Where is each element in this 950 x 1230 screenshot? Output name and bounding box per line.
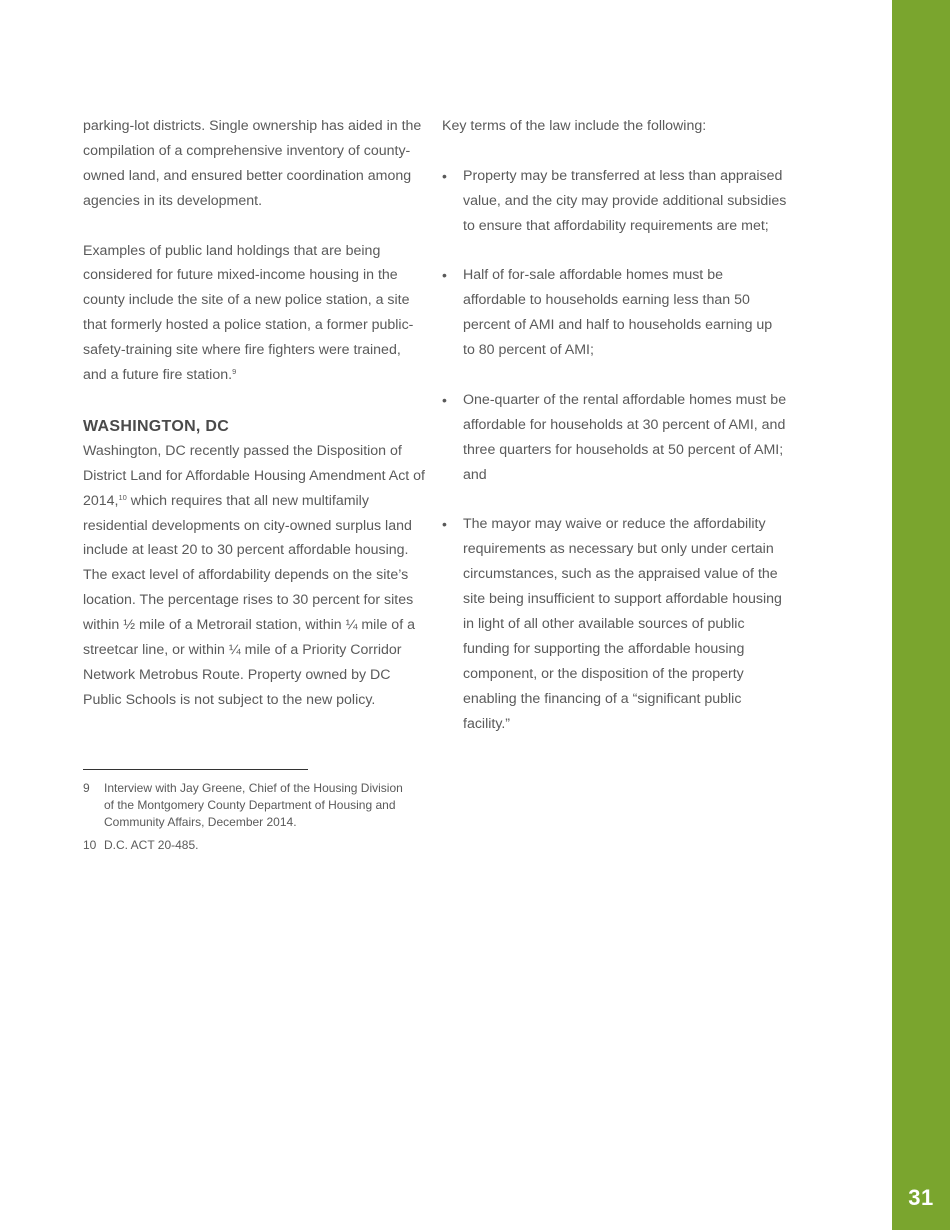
section-heading-washington-dc: WASHINGTON, DC (83, 417, 230, 435)
bullet-icon: • (442, 267, 447, 284)
footnote-ref-9[interactable]: 9 (232, 367, 237, 377)
footnote-number: 10 (83, 838, 97, 852)
paragraph-parking-lot: parking-lot districts. Single ownership has aided in the compilation of a comprehensive inventory of county-owned land, and ensured better coordination among agencies in its development. (83, 118, 422, 209)
list-item (442, 164, 787, 239)
footnote-text: Interview with Jay Greene, Chief of the Housing Division of the Montgomery County Department of Housing and Community Affairs, December 2014. (104, 781, 403, 829)
bullet-icon: • (442, 391, 447, 408)
footnote-ref-10[interactable]: 10 (118, 492, 127, 502)
key-terms-list (442, 164, 787, 737)
list-item (442, 512, 787, 736)
list-item-text: Property may be transferred at less than appraised value, and the city may provide additional subsidies to ensure that affordability requirements are met; (463, 167, 787, 234)
list-item-text: The mayor may waive or reduce the affordability requirements as necessary but only under certain circumstances, such as the appraised value of the site being insufficient to support affordable housing in light of all other available sources of public funding for supporting the affordable housing component, or the disposition of the property enabling the financing of a “significant public facility.” (463, 516, 782, 732)
paragraph-text: Examples of public land holdings that are being considered for future mixed-income housing in the county include the site of a new police station, a site that formerly hosted a police station, a former public-safety-training site where fire fighters were trained, and a future fire station. (83, 242, 414, 384)
footnote-9 (83, 780, 413, 831)
paragraph-text-b: which requires that all new multifamily residential developments on city-owned surplus land include at least 20 to 30 percent affordable housing. The exact level of affordability depends on the site’s location. The percentage rises to 30 percent for sites within ½ mile of a Metrorail station, within ¼ mile of a streetcar line, or within ¼ mile of a Priority Corridor Network Metrobus Route. Property owned by DC Public Schools is not subject to the new policy. (83, 492, 415, 708)
page-number: 31 (908, 1185, 934, 1210)
left-column (83, 114, 426, 738)
footnote-number: 9 (83, 781, 90, 795)
paragraph-text-a: Washington, DC recently passed the Disposition of District Land for Affordable Housing Amendment Act of 2014, (83, 442, 426, 509)
list-item (442, 388, 787, 488)
bullet-icon: • (442, 167, 447, 184)
paragraph-public-land-examples (83, 239, 426, 388)
list-item-text: One-quarter of the rental affordable homes must be affordable for households at 30 percent of AMI, and three quarters for households at 50 percent of AMI; and (463, 391, 787, 483)
footnote-10 (83, 837, 413, 854)
footnotes (83, 780, 413, 860)
list-item-text: Half of for-sale affordable homes must be affordable to households earning less than 50 percent of AMI and half to households earning up to 80 percent of AMI; (463, 267, 773, 359)
footnote-text: D.C. ACT 20-485. (104, 838, 199, 852)
footnote-divider (83, 769, 308, 770)
key-terms-intro: Key terms of the law include the following: (442, 118, 707, 134)
paragraph-washington-dc (83, 439, 426, 713)
bullet-icon: • (442, 516, 447, 533)
list-item (442, 263, 787, 363)
right-column (442, 114, 787, 761)
green-sidebar (892, 0, 950, 1230)
